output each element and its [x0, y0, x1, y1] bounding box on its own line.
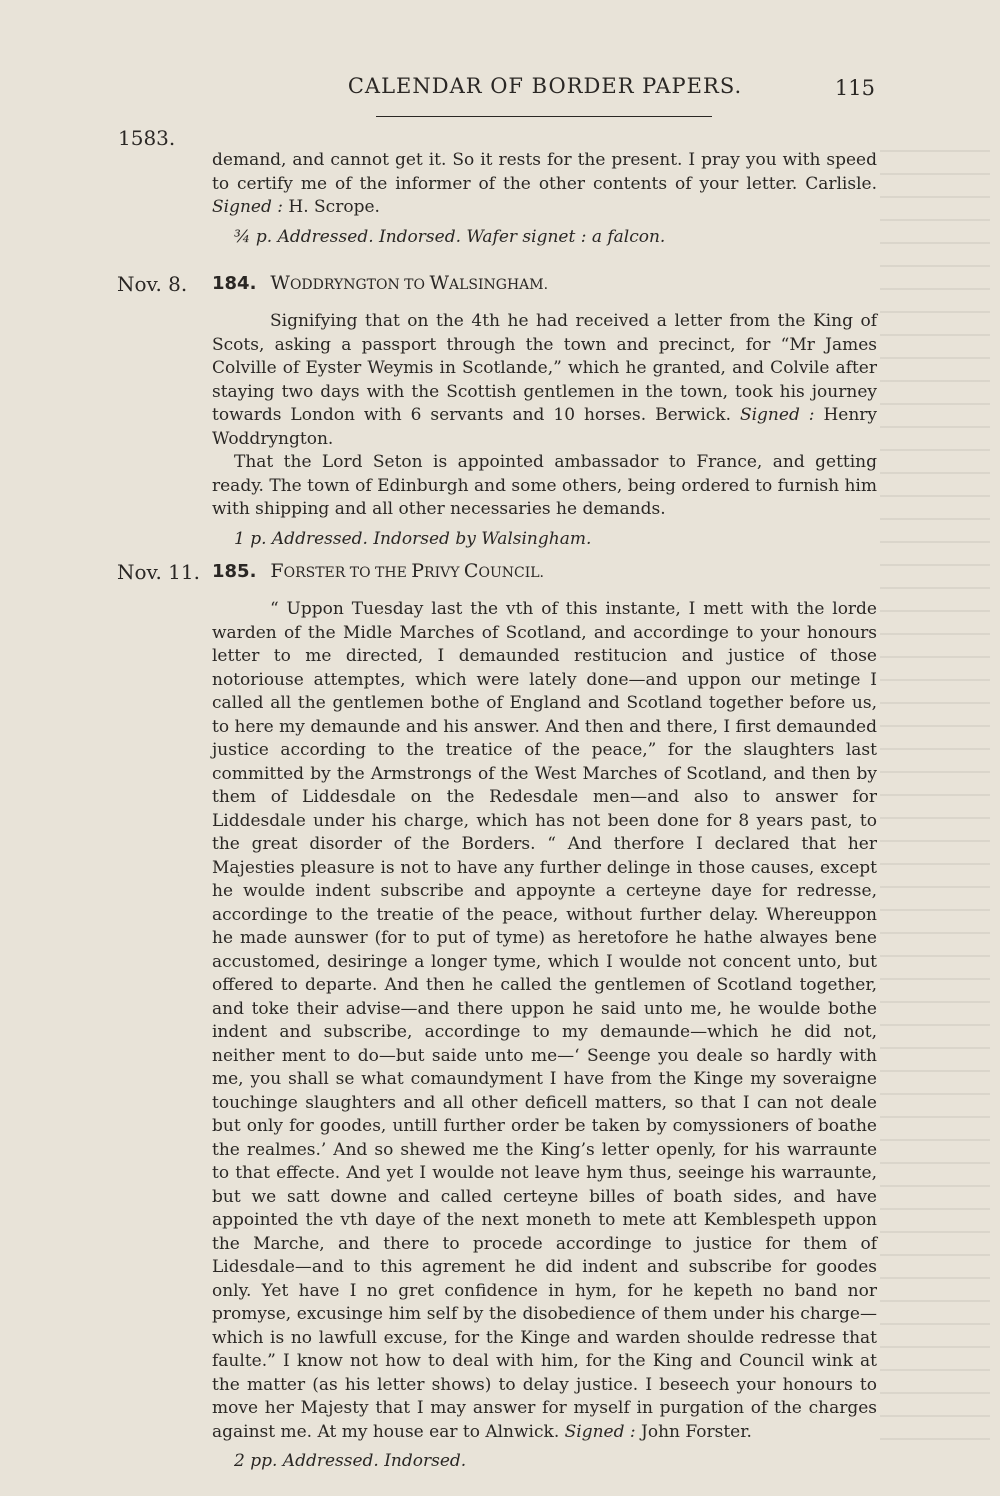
bleed-through-shadow: [880, 150, 990, 1450]
signed-label: Signed :: [739, 405, 815, 425]
page-number: 115: [834, 76, 875, 100]
entry-heading: 184. WODDRYNGTON TO WALSINGHAM.: [212, 272, 549, 294]
signatory: H. Scrope.: [283, 197, 380, 217]
entry-paragraph: That the Lord Seton is appointed ambassador to France, and getting ready. The town of Edinburgh and some others, being ordered to furnish him with shipping and all other necessaries he demands.: [212, 452, 877, 519]
entry-number: 184.: [212, 273, 257, 294]
signed-label: Signed :: [212, 197, 283, 217]
signatory: John Forster.: [635, 1421, 752, 1442]
header-rule: [376, 116, 712, 117]
signatory: Henry Woddryngton.: [212, 405, 878, 449]
entry-body: [212, 310, 877, 551]
entry-paragraph: “ Uppon Tuesday last the vth of this instante, I mett with the lorde warden of the Midle Marches of Scotland, and accordinge to your honours letter to me directed, I demaunded restitucion and justice of those notoriouse attemptes, which were lately done—and uppon our metinge I called all the gentlemen bothe of England and Scotland together before us, to here my demaunde and his answer. And then and there, I first demaunded justice according to the treatice of the peace,” for the slaughters last committed by the Armstrongs of the West Marches of Scotland, and then by them of Liddesdale on the Redesdale men—and also to answer for Liddesdale under his charge, which has not been done for 8 years past, to the great disorder of the Borders. “ And therfore I declared that her Majesties pleasure is not to have any further delinge in those causes, except he woulde indent subscribe and appoynte a certeyne daye for redresse, accordinge to the treatie of the peace, without further delay. Whereuppon he made aunswer (for to put of tyme) as heretofore he hathe alwayes bene accustomed, desiringe a longer tyme, which I woulde not concent unto, but offered to departe. And then he called the gentlemen of Scotland together, and toke their advise—and there uppon he said unto me, he woulde bothe indent and subscribe, accordinge to my demaunde—which he did not, neither ment to do—but saide unto me—‘ Seenge you deale so hardly with me, you shall se what comaundyment I have from the Kinge my soveraigne touchinge slaughters and all other deficell matters, so that I can not deale but only for goodes, untill further order be taken by comyssioners of boathe the realmes.’ And so shewed me the King’s letter openly, for his warraunte to that effecte. And yet I woulde not leave hym thus, seeinge his warraunte, but we satt downe and called certeyne billes of boath sides, and have appointed the vth daye of the next moneth to mete att Kemblespeth uppon the Marche, and there to procede accordinge to justice for them of Lidesdale—and to this agrement he did indent and subscribe for goodes only. Yet have I no gret confidence in hym, for he kepeth no band nor promyse, excusinge him self by the disobedience of them under his charge—which is no lawfull excuse, for the Kinge and warden shoulde redresse that faulte.” I know not how to deal with him, for the King and Council wink at the matter (as his letter shows) to delay justice. I beseech your honours to move her Majesty that I may answer for myself in purgation of the charges against me. At my house ear to Alnwick. Signed : John Forster.: [212, 599, 877, 1442]
running-title: CALENDAR OF BORDER PAPERS.: [347, 74, 743, 98]
entry-paragraph: Signifying that on the 4th he had received a letter from the King of Scots, asking a passport through the town and precinct, for “Mr James Colville of Eyster Weymis in Scotlande,” which he granted, and Colvile after staying two days with the Scottish gentlemen in the town, took his journey towards London with 6 servants and 10 horses. Berwick. Signed : Henry Woddryngton.: [212, 311, 878, 449]
margin-year: 1583.: [118, 126, 176, 150]
entry-date: Nov. 8.: [117, 272, 188, 296]
meta-text: p. Addressed. Indorsed. Wafer signet : a falcon.: [255, 226, 666, 247]
entry-heading: 185. FORSTER TO THE PRIVY COUNCIL.: [212, 560, 544, 582]
entry-body: [212, 598, 877, 1474]
continuation-block: [212, 149, 877, 249]
continuation-meta: [212, 226, 877, 250]
page-fraction: ¾: [234, 226, 251, 247]
continuation-paragraph: demand, and cannot get it. So it rests for the present. I pray you with speed to certify me of the informer of the other contents of your letter. Carlisle. Signed : H. Scrope.: [212, 150, 877, 217]
entry-number: 185.: [212, 561, 257, 582]
entry-meta: 2 pp. Addressed. Indorsed.: [234, 1451, 467, 1471]
entry-meta: 1 p. Addressed. Indorsed by Walsingham.: [234, 528, 592, 549]
signed-label: Signed :: [564, 1421, 636, 1442]
entry-date: Nov. 11.: [117, 560, 200, 584]
